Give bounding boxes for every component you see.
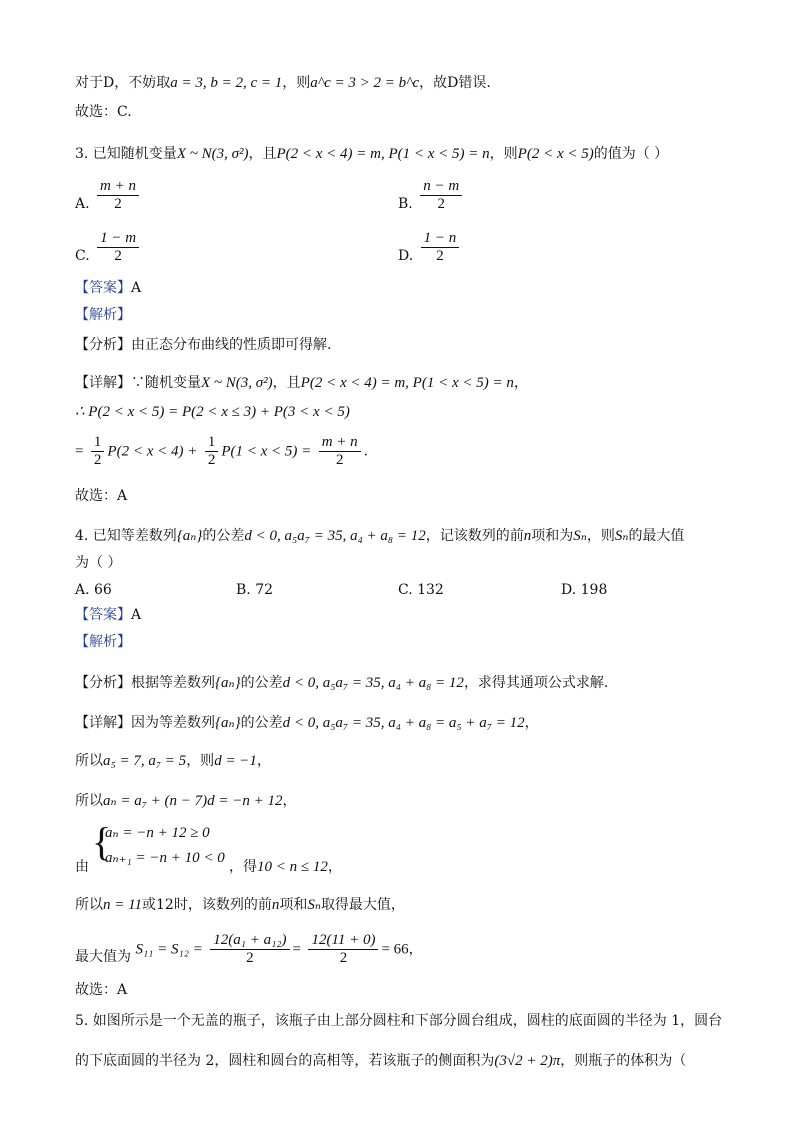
denominator: 2 <box>436 248 444 264</box>
numerator: 1 − m <box>97 230 139 248</box>
math: a^c = 3 > 2 = b^c <box>310 75 420 91</box>
math: n = 11 <box>103 897 143 913</box>
numerator: 1 − n <box>421 230 460 248</box>
q4-select: 故选：A <box>75 982 128 998</box>
text: 最大值为 <box>75 949 131 965</box>
text: 或12时，该数列的前 <box>142 897 272 913</box>
math: n <box>271 897 280 913</box>
inequality-2: aₙ₊₁ = −n + 10 < 0 <box>105 850 225 866</box>
q4-stem-cont: 为（ ） <box>75 555 122 571</box>
fraction <box>97 178 139 213</box>
text: ，则瓶子的体积为（ <box>560 1053 687 1069</box>
math: aₙ = a₇ + (n − 7)d = −n + 12 <box>103 793 283 809</box>
math: (3√2 + 2)π <box>494 1053 561 1069</box>
math: {aₙ} <box>215 715 241 731</box>
q4-detail-line2 <box>75 752 271 770</box>
q3-jiexi-heading: 【解析】 <box>75 307 131 323</box>
math: n <box>523 528 532 544</box>
math: P(2 < x < 4) + <box>107 443 198 460</box>
detail-tag: 【详解】 <box>75 715 131 731</box>
text: 的公差 <box>240 675 283 691</box>
denominator: 2 <box>339 950 348 966</box>
q4-option-a: A. 66 <box>75 582 112 598</box>
fraction <box>308 932 378 967</box>
math: d = −1 <box>214 753 257 769</box>
denominator: 2 <box>207 452 216 468</box>
text: ，则 <box>282 75 311 91</box>
math: Sₙ <box>307 897 321 913</box>
text: ， <box>513 375 528 391</box>
option-letter: A. <box>75 196 90 212</box>
math: d < 0, a₅a₇ = 35, a₄ + a₈ = 12 <box>244 528 426 544</box>
text: 因为等差数列 <box>131 715 215 731</box>
math: P(2 < x < 5) <box>517 146 594 162</box>
analysis-text: 由正态分布曲线的性质即可得解. <box>131 337 332 353</box>
fraction-half <box>91 434 105 469</box>
text: 4. 已知等差数列 <box>75 528 177 544</box>
math: X ~ N(3, σ²) <box>201 375 273 391</box>
q4-option-c: C. 132 <box>398 582 444 598</box>
q3-option-c <box>75 230 142 265</box>
answer-tag: 【答案】 <box>75 607 131 623</box>
system-prefix: 由 <box>75 859 89 875</box>
text: ， <box>282 793 297 809</box>
text: 的最大值 <box>628 528 685 544</box>
select-c-line: 故选：C. <box>75 104 132 120</box>
denominator: 2 <box>114 196 122 212</box>
q4-jiexi-heading: 【解析】 <box>75 634 131 650</box>
fraction-half <box>205 434 219 469</box>
text: . <box>363 443 369 460</box>
fraction <box>420 178 462 213</box>
detail-tag: 【详解】 <box>75 375 131 391</box>
text: 项和 <box>279 897 308 913</box>
math: Sₙ <box>614 528 629 544</box>
text: ， <box>256 753 271 769</box>
text: 的值为（ ） <box>593 146 669 162</box>
text: 取得最大值， <box>320 897 405 913</box>
q4-analysis <box>75 674 608 692</box>
text: 所以 <box>75 793 103 809</box>
fraction <box>97 230 139 265</box>
q5-stem-line1: 5. 如图所示是一个无盖的瓶子，该瓶子由上部分圆柱和下部分圆台组成，圆柱的底面圆的半径为 1，圆台 <box>75 1013 723 1029</box>
answer-value: A <box>131 607 142 623</box>
answer-tag: 【答案】 <box>75 280 131 296</box>
text: ，且 <box>272 375 301 391</box>
q3-option-d <box>398 230 462 265</box>
numerator: m + n <box>319 434 361 452</box>
q4-answer <box>75 606 141 624</box>
denominator: 2 <box>114 248 122 264</box>
math: P(2 < x < 4) = m, P(1 < x < 5) = n <box>276 146 490 162</box>
system-result <box>229 858 342 876</box>
math: 10 < n ≤ 12 <box>257 859 328 875</box>
inequality-1: aₙ = −n + 12 ≥ 0 <box>105 825 210 841</box>
text: 对于D，不妨取 <box>75 75 171 91</box>
text: ，故D错误. <box>419 75 491 91</box>
text: 的公差 <box>240 715 283 731</box>
math: S₁₁ = S₁₂ = <box>135 941 203 958</box>
q3-select: 故选：A <box>75 488 128 504</box>
math: = 66 <box>381 941 409 958</box>
math: {aₙ} <box>176 528 203 544</box>
option-letter: D. <box>398 248 414 264</box>
math: Sₙ <box>573 528 587 544</box>
denominator: 2 <box>93 452 102 468</box>
text: 所以 <box>75 753 103 769</box>
math: {aₙ} <box>215 675 241 691</box>
text: ，则 <box>186 753 215 769</box>
numerator: n − m <box>420 178 462 196</box>
fraction <box>421 230 460 265</box>
q3-detail-line2: ∴ P(2 < x < 5) = P(2 < x ≤ 3) + P(3 < x < 5) <box>75 404 350 420</box>
q5-stem-line2 <box>75 1052 686 1070</box>
math: P(1 < x < 5) = <box>221 443 312 460</box>
q3-option-a <box>75 178 142 213</box>
q4-option-b: B. 72 <box>236 582 274 598</box>
math: = <box>75 443 84 460</box>
q4-detail-line1 <box>75 714 539 732</box>
text: ， <box>524 715 539 731</box>
q3-detail-line1 <box>75 374 528 392</box>
q4-max-value <box>75 932 423 967</box>
q3-stem <box>75 145 668 163</box>
fraction-result <box>319 434 361 469</box>
text: ，得 <box>229 859 257 875</box>
text: 根据等差数列 <box>131 675 215 691</box>
numerator: m + n <box>97 178 139 196</box>
option-letter: B. <box>398 196 413 212</box>
q3-analysis <box>75 336 331 354</box>
left-brace: { <box>92 819 112 864</box>
numerator: 1 <box>205 434 219 452</box>
option-letter: C. <box>75 248 90 264</box>
math: X ~ N(3, σ²) <box>176 146 249 162</box>
text: ，则 <box>586 528 615 544</box>
denominator: 2 <box>246 950 254 966</box>
text: ∵随机变量 <box>131 375 201 391</box>
numerator: 12(11 + 0) <box>308 932 378 950</box>
text: 项和为 <box>531 528 574 544</box>
q3-detail-line3 <box>75 434 368 469</box>
math: a₅ = 7, a₇ = 5 <box>103 753 187 769</box>
math: = <box>292 941 301 958</box>
q4-stem <box>75 527 684 545</box>
text: ，则 <box>489 146 518 162</box>
analysis-tag: 【分析】 <box>75 337 131 353</box>
text: 3. 已知随机变量 <box>75 146 177 162</box>
q3-option-b <box>398 178 465 213</box>
numerator: 1 <box>91 434 105 452</box>
fraction <box>210 932 289 967</box>
q4-option-d: D. 198 <box>561 582 608 598</box>
analysis-tag: 【分析】 <box>75 675 131 691</box>
text: 所以 <box>75 897 103 913</box>
q3-answer <box>75 279 141 297</box>
q4-detail-line3 <box>75 792 297 810</box>
numerator: 12(a₁ + a₁₂) <box>210 932 289 950</box>
math: d < 0, a₅a₇ = 35, a₄ + a₈ = 12 <box>282 675 464 691</box>
option-d-conclusion <box>75 74 491 92</box>
text: ， <box>408 941 423 958</box>
denominator: 2 <box>437 196 445 212</box>
text: ，且 <box>248 146 277 162</box>
q4-detail-line5 <box>75 896 405 914</box>
math: P(2 < x < 4) = m, P(1 < x < 5) = n <box>300 375 514 391</box>
denominator: 2 <box>335 452 344 468</box>
text: ， <box>327 859 342 875</box>
text: ，求得其通项公式求解. <box>463 675 609 691</box>
text: 的下底面圆的半径为 2，圆柱和圆台的高相等，若该瓶子的侧面积为 <box>75 1053 495 1069</box>
answer-value: A <box>131 280 142 296</box>
text: 的公差 <box>202 528 245 544</box>
math: d < 0, a₅a₇ = 35, a₄ + a₈ = a₅ + a₇ = 12 <box>282 715 525 731</box>
text: ，记该数列的前 <box>425 528 524 544</box>
math: a = 3, b = 2, c = 1 <box>170 75 283 91</box>
